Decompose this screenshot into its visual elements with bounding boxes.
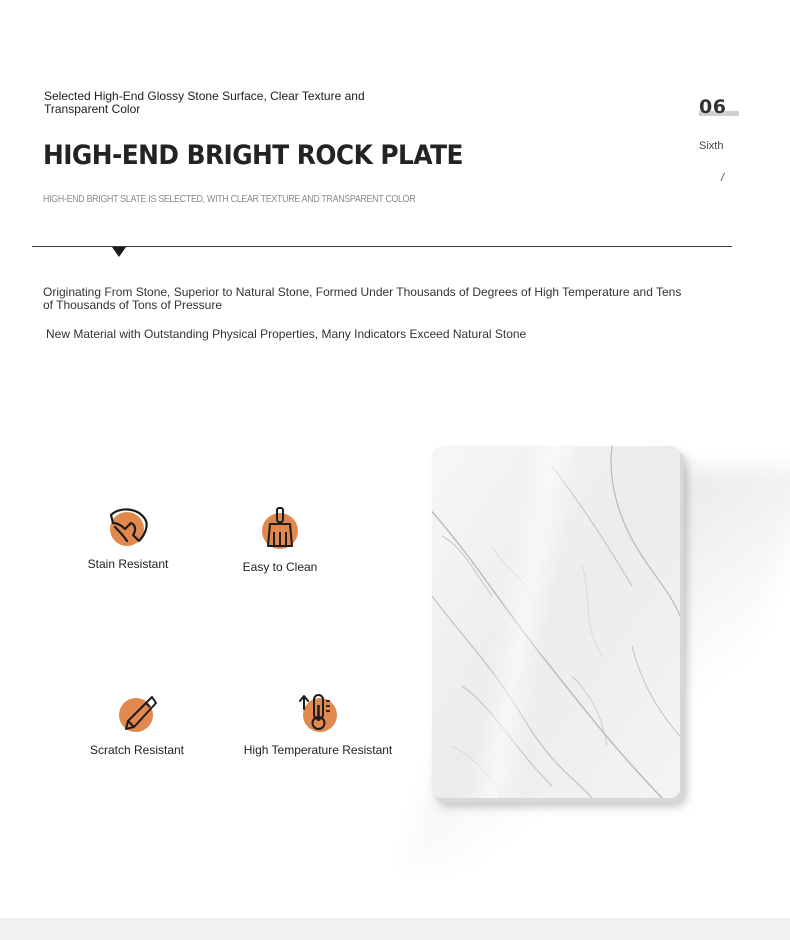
stain-icon: [105, 505, 151, 549]
page-title: HIGH-END BRIGHT ROCK PLATE: [43, 140, 463, 171]
feature-label: Easy to Clean: [242, 560, 318, 574]
feature-label: Scratch Resistant: [89, 743, 185, 757]
feature-label: Stain Resistant: [87, 557, 169, 571]
bottom-band: [0, 918, 790, 940]
marble-texture: [432, 446, 680, 798]
description-line-1: Originating From Stone, Superior to Natural Stone, Formed Under Thousands of Degrees of High Temperature and Tens of Thousands of Tons of Pressure: [43, 285, 682, 312]
description-line-2: New Material with Outstanding Physical Properties, Many Indicators Exceed Natural Stone: [46, 327, 527, 341]
divider-pointer-icon: [112, 247, 126, 257]
feature-high-temperature-resistant: [218, 691, 418, 757]
page-number: 06: [699, 96, 727, 118]
page-subtitle: HIGH-END BRIGHT SLATE IS SELECTED, WITH CLEAR TEXTURE AND TRANSPARENT COLOR: [43, 194, 416, 205]
broom-icon: [258, 506, 302, 552]
knife-icon: [116, 693, 158, 735]
page-slash: /: [721, 172, 725, 184]
feature-scratch-resistant: [37, 693, 237, 757]
feature-label: High Temperature Resistant: [243, 743, 393, 757]
section-divider: [32, 246, 732, 247]
page-word: Sixth: [699, 140, 724, 152]
thermometer-icon: [296, 691, 340, 735]
marble-slab-image: [432, 446, 680, 798]
feature-easy-to-clean: [180, 506, 380, 574]
header-kicker: Selected High-End Glossy Stone Surface, Clear Texture and Transparent Color: [44, 89, 365, 116]
